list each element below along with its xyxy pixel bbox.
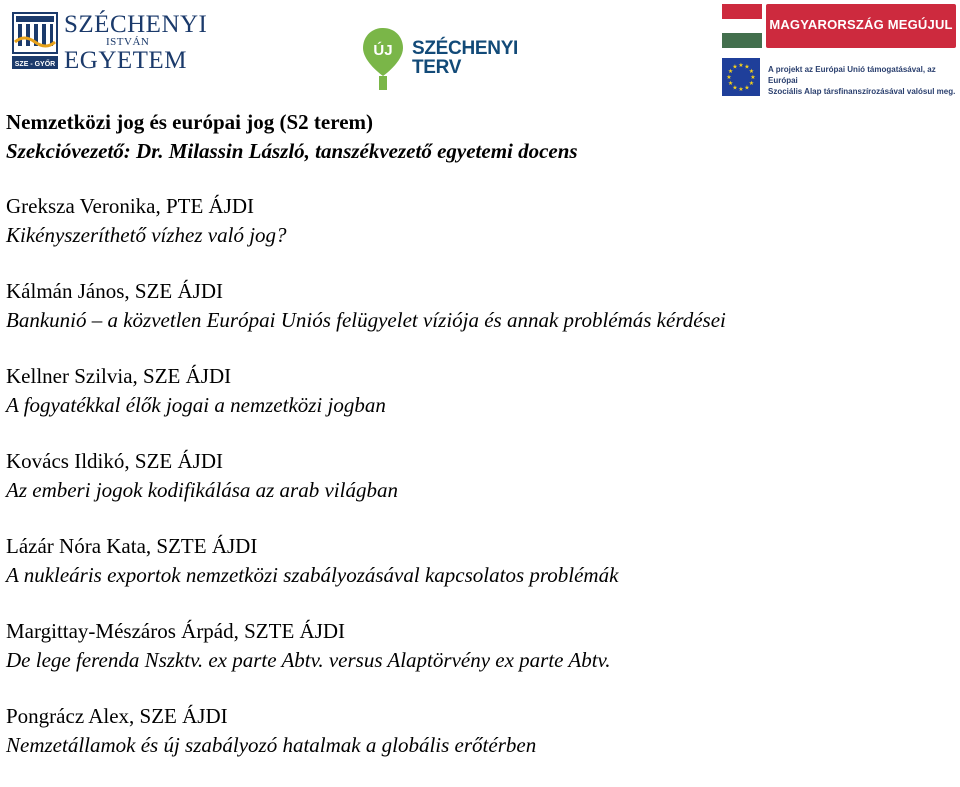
magyarorszag-megujul-box (766, 4, 956, 48)
presentation-title: Kikényszeríthető vízhez való jog? (6, 223, 287, 247)
sze-logo-line1: SZÉCHENYI (64, 11, 208, 38)
presenter-name: Pongrácz Alex, SZE ÁJDI (6, 704, 228, 728)
sze-university-logo (12, 10, 222, 72)
eu-star-icon: ★ (732, 84, 738, 92)
presentation-title: A nukleáris exportok nemzetközi szabályozásával kapcsolatos problémák (6, 563, 619, 587)
magyarorszag-megujul-text: MAGYARORSZÁG MEGÚJUL (769, 17, 953, 32)
eu-star-icon: ★ (738, 86, 744, 93)
eu-star-icon: ★ (726, 74, 732, 81)
uj-szechenyi-terv-text: SZÉCHENYI TERV (412, 38, 519, 78)
page-header (0, 0, 960, 100)
presentation-entry (6, 702, 956, 760)
uj-pin-text: ÚJ (373, 42, 393, 59)
location-pin-icon (360, 26, 406, 92)
presenter-name: Kellner Szilvia, SZE ÁJDI (6, 364, 232, 388)
sze-logo-line2: ISTVÁN (106, 36, 150, 48)
presentation-entry (6, 277, 956, 335)
presenter-name: Lázár Nóra Kata, SZTE ÁJDI (6, 534, 258, 558)
presentation-entry (6, 362, 956, 420)
eu-star-icon: ★ (750, 74, 756, 81)
eu-star-icon: ★ (748, 80, 755, 87)
sze-emblem-icon (12, 12, 58, 70)
presentation-entry (6, 192, 956, 250)
eu-support-notice (722, 58, 958, 98)
eu-support-line1: A projekt az Európai Unió támogatásával, az Európai (768, 65, 936, 85)
section-title: Nemzetközi jog és európai jog (S2 terem) (6, 110, 373, 134)
eu-star-icon: ★ (744, 84, 750, 92)
eu-support-text (768, 64, 958, 97)
eu-support-line2: Szociális Alap társfinanszírozásával valósul meg. (768, 87, 956, 96)
eu-star-icon: ★ (727, 68, 734, 75)
presenter-name: Kálmán János, SZE ÁJDI (6, 279, 223, 303)
presentation-entry (6, 617, 956, 675)
presentation-title: Az emberi jogok kodifikálása az arab világban (6, 478, 398, 502)
hungarian-flag-icon (722, 4, 762, 48)
magyarorszag-megujul-banner (722, 4, 956, 48)
eu-star-icon: ★ (744, 63, 750, 71)
eu-star-icon: ★ (727, 80, 734, 87)
presenter-name: Greksza Veronika, PTE ÁJDI (6, 194, 255, 218)
presentation-list (6, 192, 956, 760)
eu-star-icon: ★ (738, 62, 744, 69)
presentation-title: Bankunió – a közvetlen Európai Uniós felügyelet víziója és annak problémás kérdései (6, 308, 726, 332)
eu-star-icon: ★ (732, 63, 738, 71)
sze-emblem-text: SZE - GYŐR (14, 61, 56, 68)
presenter-name: Margittay-Mészáros Árpád, SZTE ÁJDI (6, 619, 346, 643)
presentation-title: De lege ferenda Nszktv. ex parte Abtv. versus Alaptörvény ex parte Abtv. (6, 648, 611, 672)
presentation-entry (6, 532, 956, 590)
document-body (6, 108, 956, 787)
eu-star-icon: ★ (748, 68, 755, 75)
presentation-entry (6, 447, 956, 505)
presentation-title: Nemzetállamok és új szabályozó hatalmak a globális erőtérben (6, 733, 537, 757)
section-chair: Szekcióvezető: Dr. Milassin László, tanszékvezető egyetemi docens (6, 139, 578, 163)
presenter-name: Kovács Ildikó, SZE ÁJDI (6, 449, 223, 473)
presentation-title: A fogyatékkal élők jogai a nemzetközi jogban (6, 393, 386, 417)
uj-szechenyi-terv-logo (360, 26, 572, 92)
eu-flag-icon (722, 58, 760, 96)
sze-logo-line3: EGYETEM (64, 47, 187, 74)
